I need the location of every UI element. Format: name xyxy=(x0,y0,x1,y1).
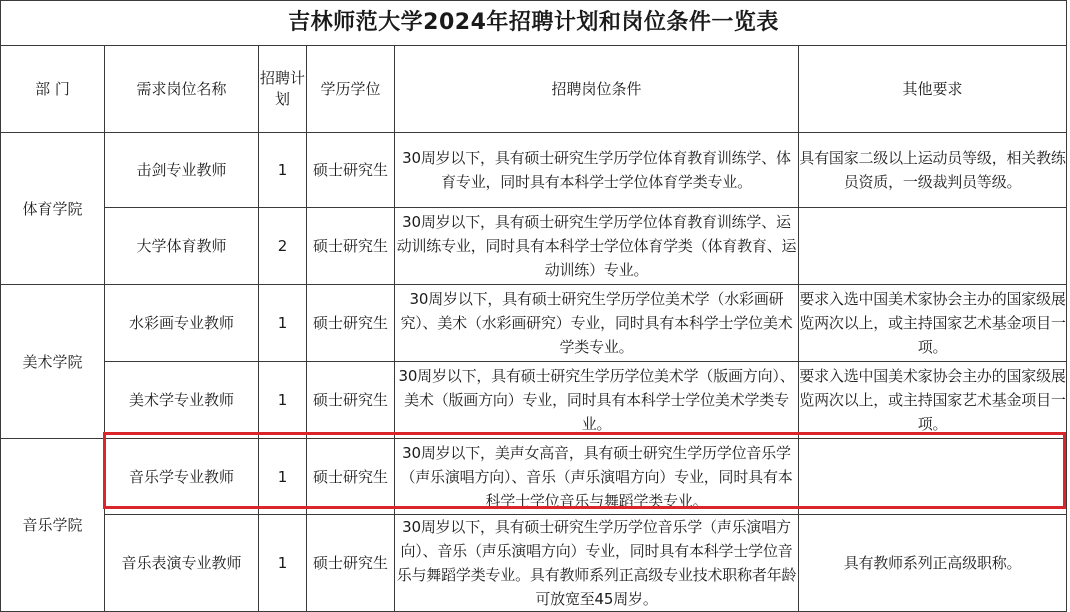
dept-cell-music: 音乐学院 xyxy=(1,439,105,612)
degree-cell: 硕士研究生 xyxy=(307,362,395,439)
header-conditions: 招聘岗位条件 xyxy=(395,46,799,133)
other-cell: 要求入选中国美术家协会主办的国家级展览两次以上，或主持国家艺术基金项目一项。 xyxy=(799,362,1067,439)
table-row xyxy=(1,439,1067,515)
position-cell: 音乐学专业教师 xyxy=(105,439,259,515)
plan-cell: 2 xyxy=(259,208,307,285)
degree-cell: 硕士研究生 xyxy=(307,439,395,515)
position-cell: 水彩画专业教师 xyxy=(105,285,259,362)
conditions-cell: 30周岁以下，美声女高音，具有硕士研究生学历学位音乐学（声乐演唱方向）、音乐（声乐演唱方向）专业，同时具有本科学士学位音乐与舞蹈学类专业。 xyxy=(395,439,799,515)
conditions-cell: 30周岁以下，具有硕士研究生学历学位体育教育训练学、运动训练专业，同时具有本科学士学位体育学类（体育教育、运动训练）专业。 xyxy=(395,208,799,285)
position-cell: 音乐表演专业教师 xyxy=(105,515,259,612)
table-title: 吉林师范大学2024年招聘计划和岗位条件一览表 xyxy=(1,1,1067,46)
plan-cell: 1 xyxy=(259,362,307,439)
degree-cell: 硕士研究生 xyxy=(307,133,395,208)
conditions-cell: 30周岁以下，具有硕士研究生学历学位音乐学（声乐演唱方向）、音乐（声乐演唱方向）专业，同时具有本科学士学位音乐与舞蹈学类专业。具有教师系列正高级专业技术职称者年龄可放宽至45周岁。 xyxy=(395,515,799,612)
header-plan: 招聘计划 xyxy=(259,46,307,133)
degree-cell: 硕士研究生 xyxy=(307,515,395,612)
title-row xyxy=(1,1,1067,46)
header-dept: 部 门 xyxy=(1,46,105,133)
other-cell xyxy=(799,208,1067,285)
conditions-cell: 30周岁以下，具有硕士研究生学历学位美术学（版画方向）、美术（版画方向）专业，同时具有本科学士学位美术学类专业。 xyxy=(395,362,799,439)
other-cell: 具有教师系列正高级职称。 xyxy=(799,515,1067,612)
plan-cell: 1 xyxy=(259,439,307,515)
plan-cell: 1 xyxy=(259,285,307,362)
position-cell: 大学体育教师 xyxy=(105,208,259,285)
table-row xyxy=(1,133,1067,208)
header-other: 其他要求 xyxy=(799,46,1067,133)
other-cell: 具有国家二级以上运动员等级，相关教练员资质，一级裁判员等级。 xyxy=(799,133,1067,208)
degree-cell: 硕士研究生 xyxy=(307,208,395,285)
table-row xyxy=(1,285,1067,362)
dept-cell-pe: 体育学院 xyxy=(1,133,105,285)
other-cell: 要求入选中国美术家协会主办的国家级展览两次以上，或主持国家艺术基金项目一项。 xyxy=(799,285,1067,362)
other-cell xyxy=(799,439,1067,515)
header-row xyxy=(1,46,1067,133)
degree-cell: 硕士研究生 xyxy=(307,285,395,362)
header-position: 需求岗位名称 xyxy=(105,46,259,133)
header-degree: 学历学位 xyxy=(307,46,395,133)
position-cell: 美术学专业教师 xyxy=(105,362,259,439)
table-row xyxy=(1,208,1067,285)
table-row xyxy=(1,515,1067,612)
position-cell: 击剑专业教师 xyxy=(105,133,259,208)
plan-cell: 1 xyxy=(259,515,307,612)
conditions-cell: 30周岁以下，具有硕士研究生学历学位美术学（水彩画研究）、美术（水彩画研究）专业，同时具有本科学士学位美术学类专业。 xyxy=(395,285,799,362)
plan-cell: 1 xyxy=(259,133,307,208)
dept-cell-art: 美术学院 xyxy=(1,285,105,439)
conditions-cell: 30周岁以下，具有硕士研究生学历学位体育教育训练学、体育专业，同时具有本科学士学位体育学类专业。 xyxy=(395,133,799,208)
table-row xyxy=(1,362,1067,439)
